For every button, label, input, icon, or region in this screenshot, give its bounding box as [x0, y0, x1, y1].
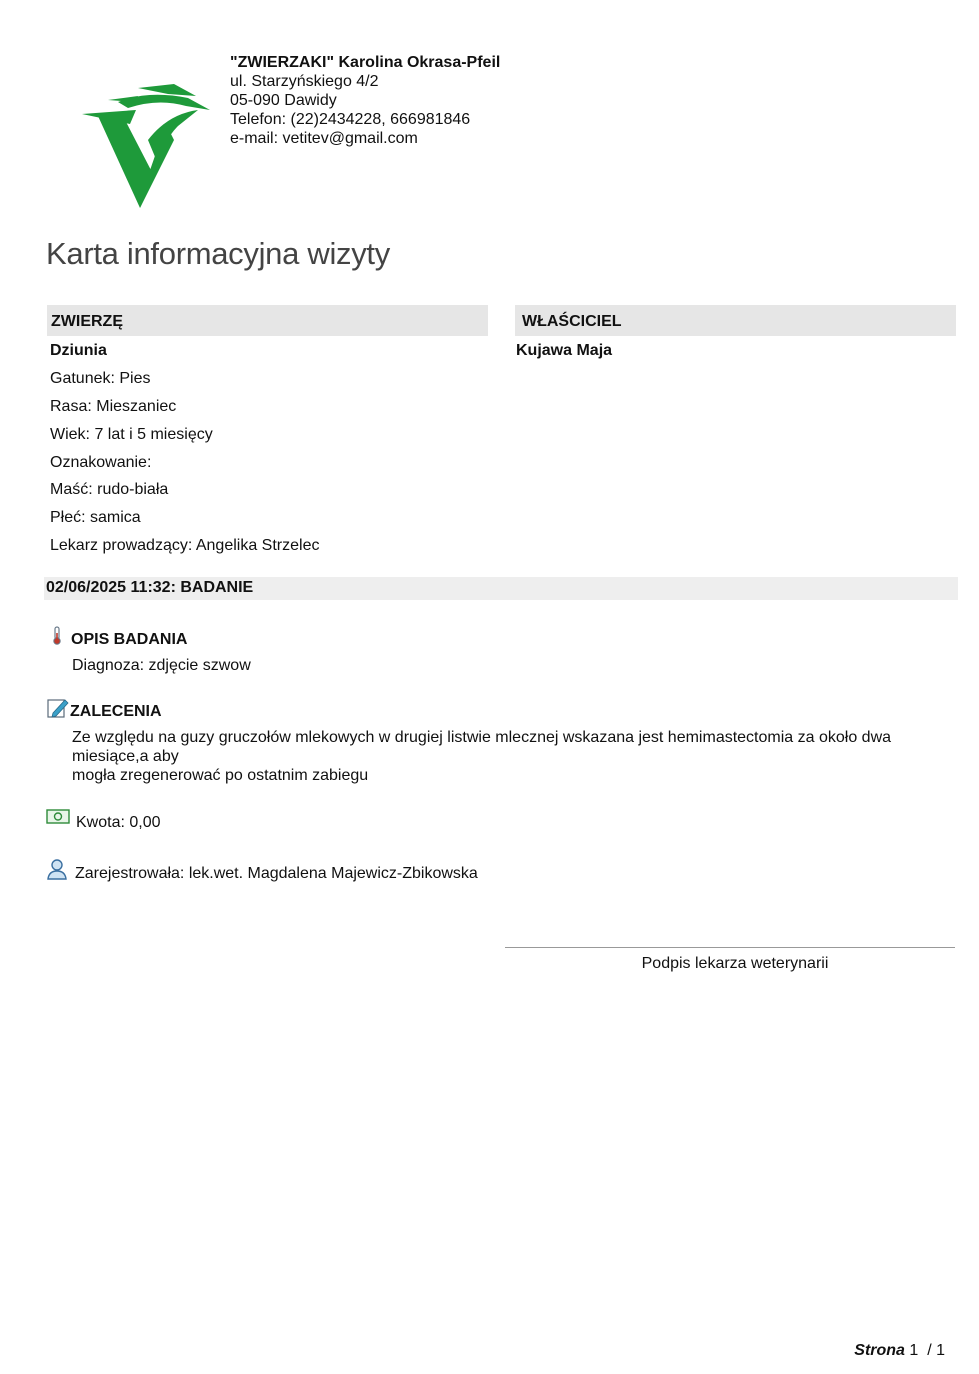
owner-name: Kujawa Maja — [516, 342, 613, 359]
pencil-note-icon — [47, 697, 69, 719]
user-icon — [46, 858, 68, 880]
amount: Kwota: 0,00 — [76, 814, 161, 831]
clinic-name: "ZWIERZAKI" Karolina Okrasa-Pfeil — [230, 54, 501, 71]
animal-color: Maść: rudo-biała — [50, 481, 169, 498]
animal-species: Gatunek: Pies — [50, 370, 151, 387]
page-number — [854, 1342, 945, 1360]
document-title: Karta informacyjna wizyty — [46, 236, 390, 271]
owner-section-header: WŁAŚCICIEL — [515, 305, 956, 336]
animal-doctor: Lekarz prowadzący: Angelika Strzelec — [50, 537, 320, 554]
recommendations-line-1: Ze względu na guzy gruczołów mlekowych w drugiej listwie mlecznej wskazana jest hemimastectomia za około dwa miesiące,a aby — [72, 729, 892, 765]
recommendations-title: ZALECENIA — [70, 703, 162, 720]
page-word: Strona — [854, 1342, 905, 1359]
animal-age: Wiek: 7 lat i 5 miesięcy — [50, 426, 213, 443]
animal-sex: Płeć: samica — [50, 509, 141, 526]
exam-title: OPIS BADANIA — [71, 631, 188, 648]
recommendations-text — [72, 728, 962, 785]
animal-section-header: ZWIERZĘ — [47, 305, 488, 336]
exam-text: Diagnoza: zdjęcie szwow — [72, 657, 251, 674]
clinic-address: ul. Starzyńskiego 4/2 — [230, 73, 379, 90]
money-icon — [46, 809, 70, 824]
clinic-email: e-mail: vetitev@gmail.com — [230, 130, 418, 147]
animal-marking: Oznakowanie: — [50, 454, 152, 471]
animal-breed: Rasa: Mieszaniec — [50, 398, 177, 415]
animal-name: Dziunia — [50, 342, 107, 359]
visit-header: 02/06/2025 11:32: BADANIE — [44, 577, 958, 600]
signature-label: Podpis lekarza weterynarii — [641, 955, 829, 972]
clinic-phone: Telefon: (22)2434228, 666981846 — [230, 111, 471, 128]
page-total: / 1 — [927, 1342, 945, 1359]
recommendations-line-2: mogła zregenerować po ostatnim zabiegu — [72, 767, 369, 784]
page-current: 1 — [909, 1342, 919, 1359]
signature-line — [505, 947, 955, 948]
registered-by: Zarejestrowała: lek.wet. Magdalena Majewicz-Zbikowska — [75, 865, 478, 882]
clinic-city: 05-090 Dawidy — [230, 92, 337, 109]
clinic-info — [230, 53, 500, 148]
thermometer-icon — [50, 626, 64, 646]
clinic-logo — [78, 80, 218, 210]
